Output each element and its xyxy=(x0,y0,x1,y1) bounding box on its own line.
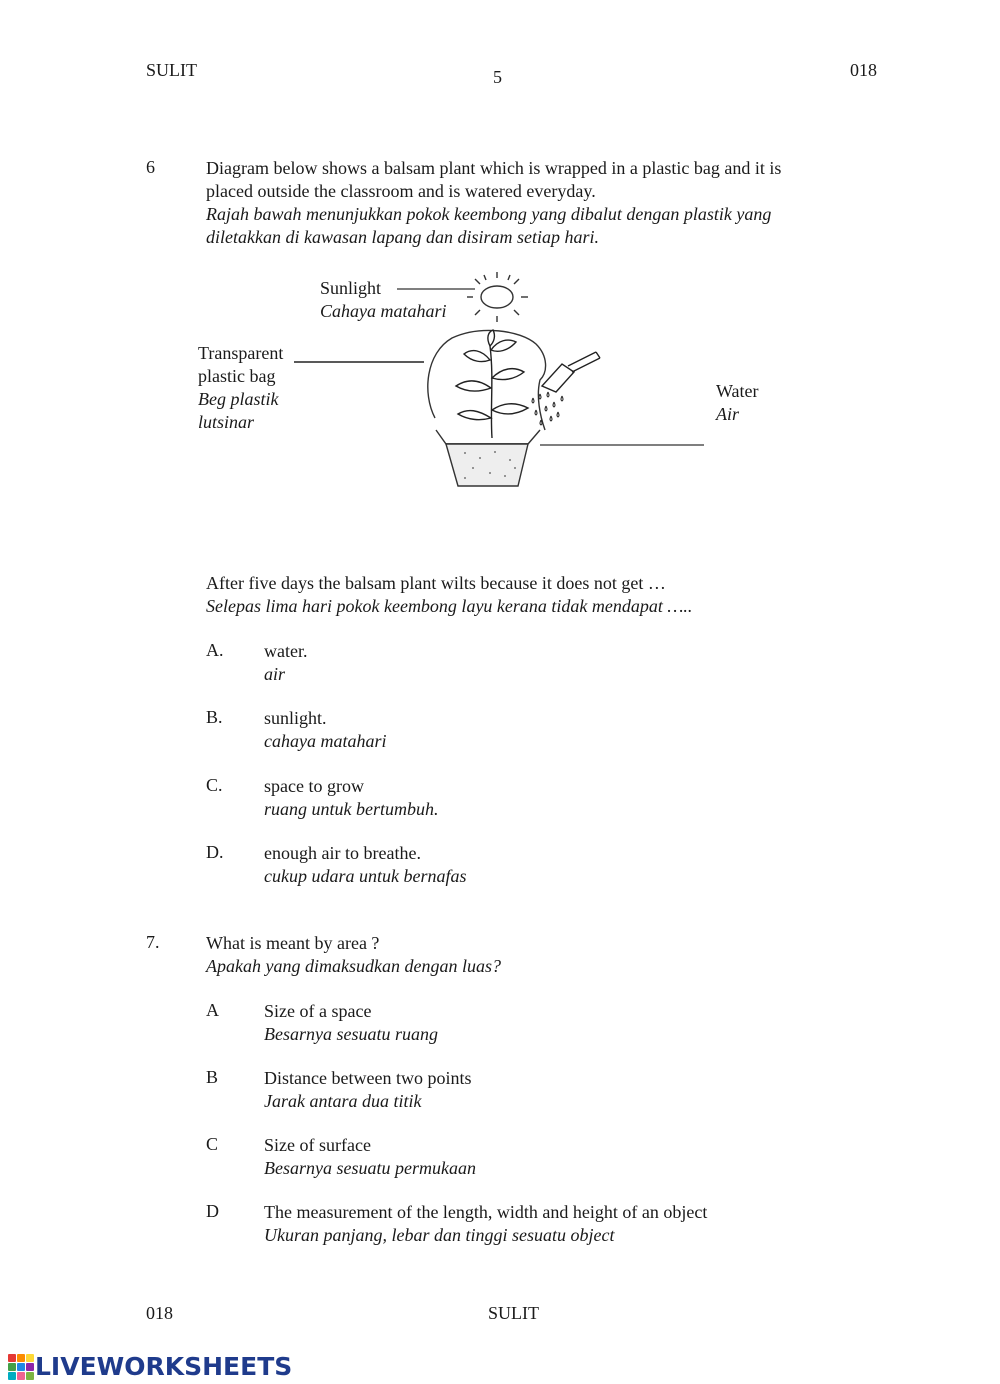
watering-can-icon xyxy=(542,352,600,392)
balsam-plant-icon xyxy=(456,330,528,438)
q6-stem-en: After five days the balsam plant wilts because it does not get … xyxy=(206,573,666,593)
q6-option-text xyxy=(264,775,439,821)
q6-option-en: enough air to breathe. xyxy=(264,843,421,863)
q6-option-en: water. xyxy=(264,641,308,661)
header-left: SULIT xyxy=(146,60,197,80)
q7-number: 7. xyxy=(146,932,160,952)
q6-option-letter: A. xyxy=(206,640,224,660)
liveworksheets-mark-icon xyxy=(8,1354,34,1380)
logo-mark-square xyxy=(8,1372,16,1380)
q7-option-letter: C xyxy=(206,1134,219,1154)
q6-text-ms-1: Rajah bawah menunjukkan pokok keembong yang dibalut dengan plastik yang xyxy=(206,204,772,224)
q6-stem xyxy=(206,572,692,618)
plastic-bag-label-ms-2: lutsinar xyxy=(198,412,255,432)
logo-mark-square xyxy=(8,1363,16,1371)
water-label-ms: Air xyxy=(716,404,740,424)
liveworksheets-logo[interactable] xyxy=(8,1352,292,1381)
q6-option-en: sunlight. xyxy=(264,708,327,728)
q6-option-text xyxy=(264,707,386,753)
q6-text-ms-2: diletakkan di kawasan lapang dan disiram setiap hari. xyxy=(206,227,599,247)
q6-option-ms: cahaya matahari xyxy=(264,731,387,751)
q7-option-ms: Besarnya sesuatu permukaan xyxy=(264,1158,476,1178)
logo-mark-square xyxy=(17,1372,25,1380)
q6-text xyxy=(206,157,781,249)
q6-option-text xyxy=(264,640,307,686)
sunlight-label-ms: Cahaya matahari xyxy=(320,301,447,321)
flower-pot-icon xyxy=(436,430,540,486)
water-drops-icon xyxy=(532,392,563,425)
q7-option-ms: Besarnya sesuatu ruang xyxy=(264,1024,438,1044)
water-label xyxy=(716,380,759,426)
q6-text-en-1: Diagram below shows a balsam plant which is wrapped in a plastic bag and it is xyxy=(206,158,782,178)
logo-mark-square xyxy=(17,1354,25,1362)
q7-option-letter: B xyxy=(206,1067,219,1087)
q7-text xyxy=(206,932,501,978)
q7-option-text xyxy=(264,1067,471,1113)
q7-option-ms: Ukuran panjang, lebar dan tinggi sesuatu object xyxy=(264,1225,615,1245)
plastic-bag-label-en-1: Transparent xyxy=(198,343,284,363)
footer-left: 018 xyxy=(146,1303,173,1323)
q7-text-en: What is meant by area ? xyxy=(206,933,380,953)
q7-option-letter: A xyxy=(206,1000,219,1020)
q7-option-ms: Jarak antara dua titik xyxy=(264,1091,422,1111)
q7-option-text xyxy=(264,1134,476,1180)
logo-mark-square xyxy=(26,1363,34,1371)
q6-stem-ms: Selepas lima hari pokok keembong layu kerana tidak mendapat ….. xyxy=(206,596,693,616)
q6-option-letter: D. xyxy=(206,842,224,862)
q6-option-letter: B. xyxy=(206,707,223,727)
plastic-bag-label-ms-1: Beg plastik xyxy=(198,389,279,409)
q6-option-ms: air xyxy=(264,664,286,684)
q6-text-en-2: placed outside the classroom and is watered everyday. xyxy=(206,181,596,201)
page-number: 5 xyxy=(493,67,502,87)
q7-option-letter: D xyxy=(206,1201,219,1221)
q6-number: 6 xyxy=(146,157,155,177)
q7-option-text xyxy=(264,1000,438,1046)
water-label-en: Water xyxy=(716,381,759,401)
q6-option-letter: C. xyxy=(206,775,223,795)
q7-option-text xyxy=(264,1201,707,1247)
header-right: 018 xyxy=(850,60,877,80)
q7-option-en: The measurement of the length, width and height of an object xyxy=(264,1202,708,1222)
q6-option-text xyxy=(264,842,466,888)
q7-option-en: Size of surface xyxy=(264,1135,371,1155)
q7-option-en: Distance between two points xyxy=(264,1068,472,1088)
sunlight-label xyxy=(320,277,447,323)
q7-option-en: Size of a space xyxy=(264,1001,372,1021)
footer-center: SULIT xyxy=(488,1303,539,1323)
logo-mark-square xyxy=(8,1354,16,1362)
brand-name: LIVEWORKSHEETS xyxy=(35,1352,293,1381)
q6-option-ms: cukup udara untuk bernafas xyxy=(264,866,467,886)
plastic-bag-label xyxy=(198,342,283,434)
logo-mark-square xyxy=(17,1363,25,1371)
q6-option-en: space to grow xyxy=(264,776,364,796)
q7-text-ms: Apakah yang dimaksudkan dengan luas? xyxy=(206,956,501,976)
logo-mark-square xyxy=(26,1354,34,1362)
q6-option-ms: ruang untuk bertumbuh. xyxy=(264,799,439,819)
sun-icon xyxy=(467,272,528,322)
plastic-bag-label-en-2: plastic bag xyxy=(198,366,276,386)
sunlight-label-en: Sunlight xyxy=(320,278,382,298)
logo-mark-square xyxy=(26,1372,34,1380)
